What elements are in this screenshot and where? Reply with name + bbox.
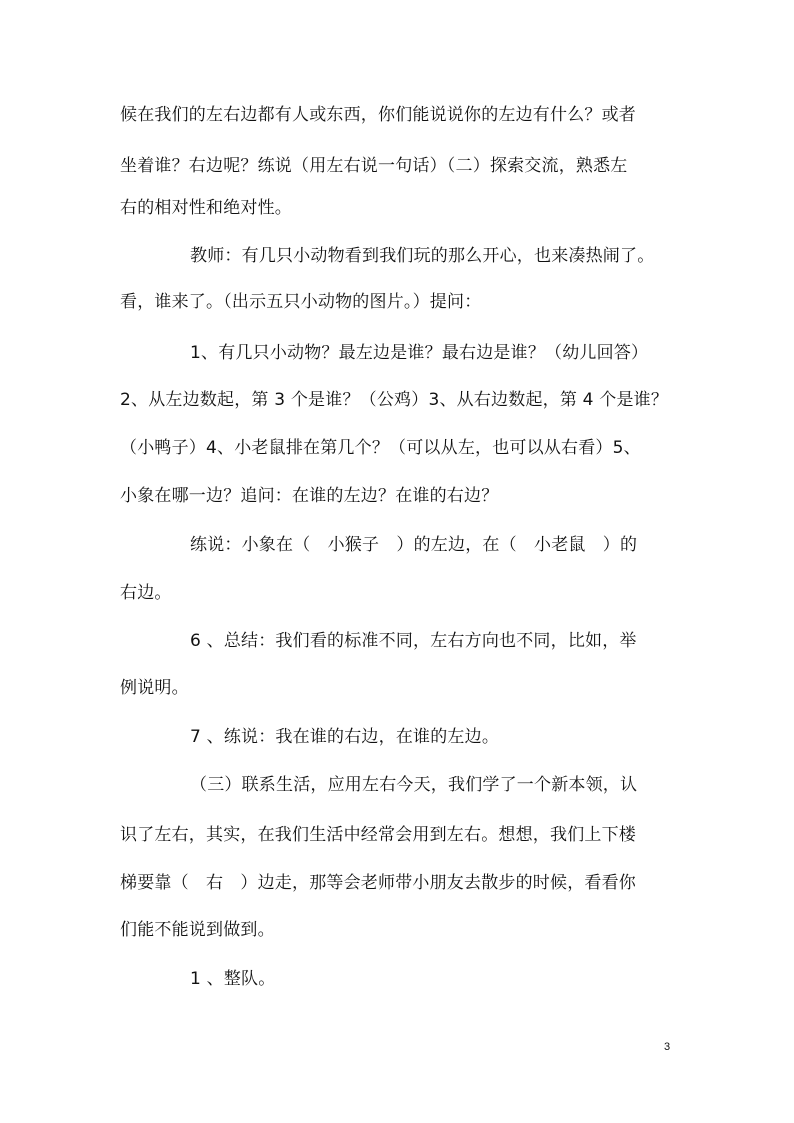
text-line: （小鸭子）4、小老鼠排在第几个？（可以从左，也可以从右看）5、: [120, 438, 641, 458]
text-line: 2、从左边数起，第 3 个是谁？（公鸡）3、从右边数起，第 4 个是谁？: [120, 390, 669, 410]
text-line: 例说明。: [120, 678, 189, 698]
text-line: 教师：有几只小动物看到我们玩的那么开心，也来凑热闹了。: [190, 246, 655, 266]
text-line: 梯要靠（ 右 ）边走，那等会老师带小朋友去散步的时候，看看你: [120, 873, 636, 893]
text-line: 右的相对性和绝对性。: [120, 198, 292, 218]
text-line: 看，谁来了。（出示五只小动物的图片。）提问：: [120, 292, 482, 312]
page-number: 3: [664, 1041, 671, 1053]
text-line: 右边。: [120, 583, 172, 603]
text-line: 练说：小象在（ 小猴子 ）的左边，在（ 小老鼠 ）的: [190, 535, 638, 555]
text-line: 识了左右，其实，在我们生活中经常会用到左右。想想，我们上下楼: [120, 825, 636, 845]
text-line: 们能不能说到做到。: [120, 920, 275, 940]
text-line: 候在我们的左右边都有人或东西，你们能说说你的左边有什么？或者: [120, 105, 636, 125]
text-line: 6 、总结：我们看的标准不同，左右方向也不同，比如，举: [190, 631, 637, 651]
text-line: 7 、练说：我在谁的右边，在谁的左边。: [190, 727, 500, 747]
text-line: 1 、整队。: [190, 969, 276, 989]
text-line: 小象在哪一边？追问：在谁的左边？在谁的右边？: [120, 486, 499, 506]
text-line: 1、有几只小动物？最左边是谁？最右边是谁？（幼儿回答）: [190, 343, 649, 363]
text-line: 坐着谁？右边呢？练说（用左右说一句话）（二）探索交流，熟悉左: [120, 156, 628, 176]
text-line: （三）联系生活，应用左右今天，我们学了一个新本领，认: [190, 775, 638, 795]
